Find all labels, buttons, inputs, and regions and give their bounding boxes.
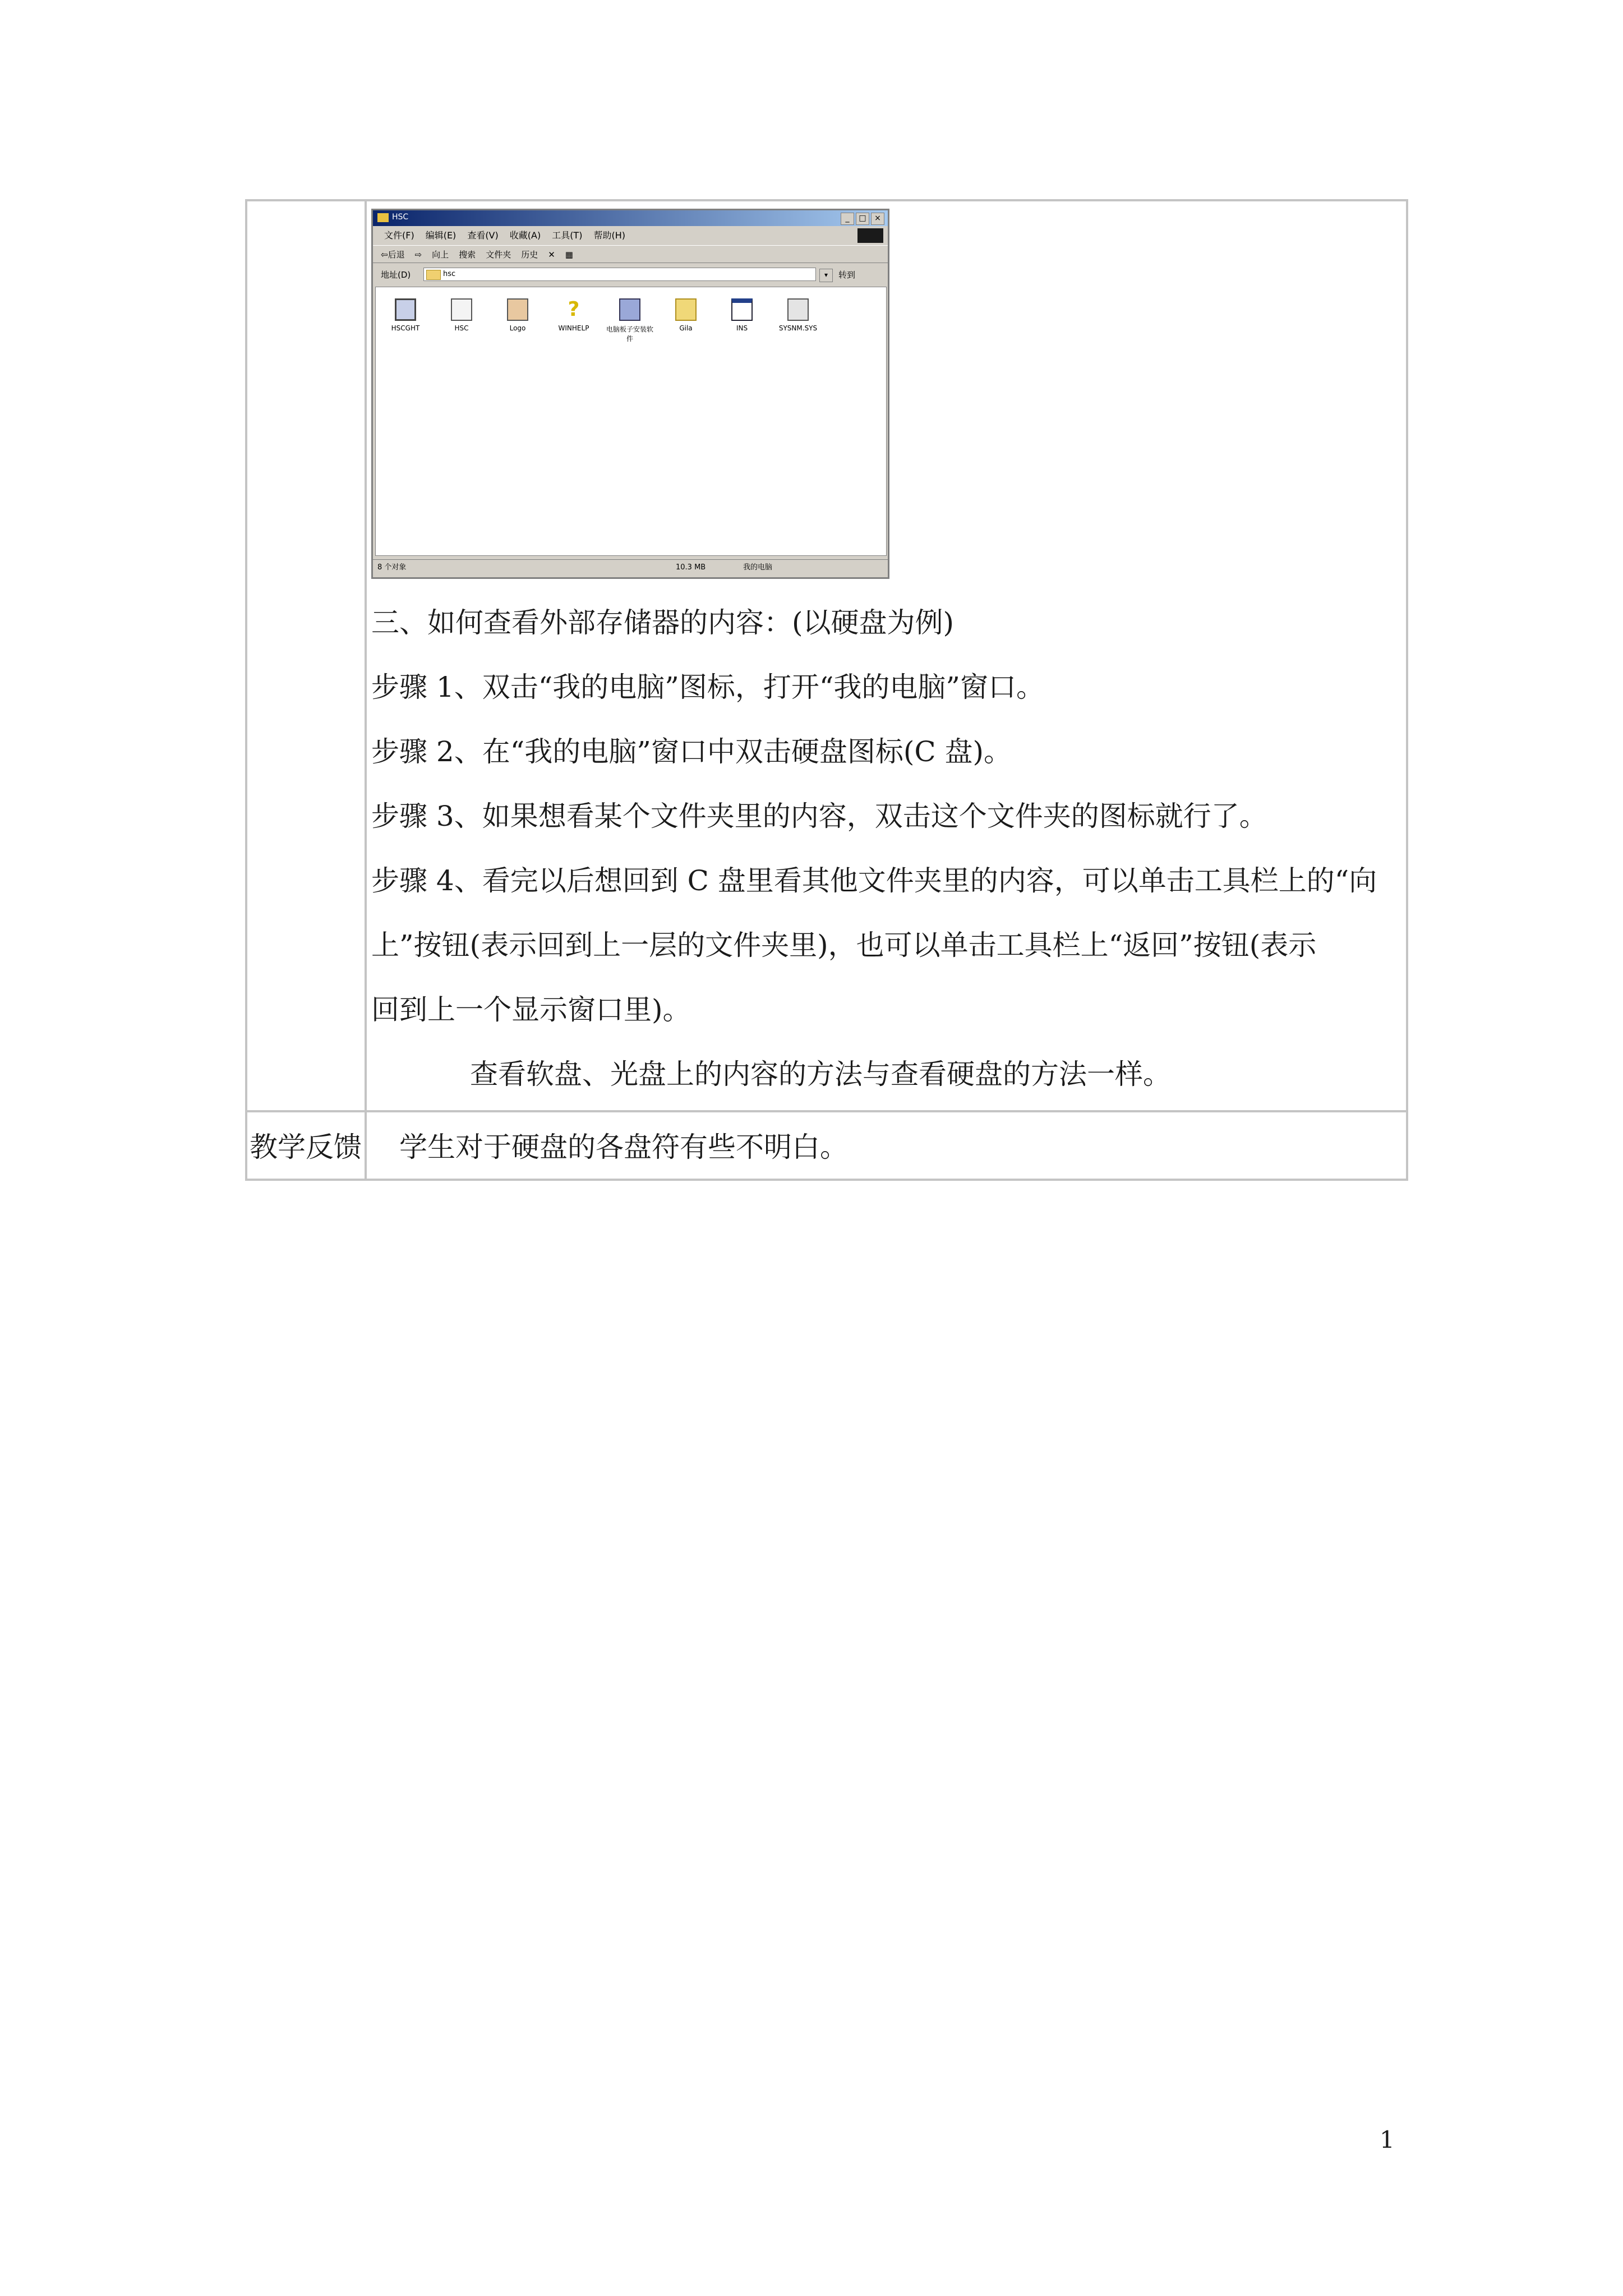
file-name: HSC: [454, 324, 469, 332]
menu-file[interactable]: 文件(F): [384, 230, 414, 241]
file-item[interactable]: [662, 298, 710, 332]
object-count: 8 个对象: [377, 563, 407, 572]
file-item[interactable]: [718, 298, 766, 332]
search-button[interactable]: 搜索: [459, 250, 476, 260]
section-heading: 三、如何查看外部存储器的内容：(以硬盘为例): [371, 606, 955, 639]
menu-edit[interactable]: 编辑(E): [425, 230, 457, 241]
step-3: 步骤 3、如果想看某个文件夹里的内容，双击这个文件夹的图标就行了。: [371, 800, 1267, 832]
image-icon: [507, 298, 528, 321]
step-4-line-1: 步骤 4、看完以后想回到 C 盘里看其他文件夹里的内容，可以单击工具栏上的“向: [371, 864, 1377, 897]
go-button[interactable]: 转到: [838, 270, 856, 280]
address-label: 地址(D): [381, 270, 411, 280]
windows-logo-icon: [857, 228, 883, 243]
file-name: SYSNM.SYS: [778, 324, 818, 332]
system-file-icon: [787, 298, 809, 321]
file-name: WINHELP: [558, 324, 589, 332]
feedback-text: 学生对于硬盘的各盘符有些不明白。: [399, 1131, 848, 1163]
window-icon: [731, 298, 753, 321]
step-4-line-3: 回到上一个显示窗口里)。: [371, 993, 691, 1026]
row-divider: [247, 1110, 1406, 1112]
step-1: 步骤 1、双击“我的电脑”图标，打开“我的电脑”窗口。: [371, 671, 1044, 703]
address-input[interactable]: [423, 268, 816, 281]
forward-button[interactable]: ⇨: [414, 250, 422, 260]
history-button[interactable]: 历史: [521, 250, 538, 260]
file-item[interactable]: [606, 298, 654, 343]
menu-view[interactable]: 查看(V): [467, 230, 499, 241]
document-icon: [451, 298, 472, 321]
address-value: hsc: [443, 270, 456, 278]
folder-icon: [675, 298, 697, 321]
location-label: 我的电脑: [743, 563, 773, 572]
file-name: 电脑板子安装软件: [606, 325, 653, 343]
menu-help[interactable]: 帮助(H): [593, 230, 625, 241]
file-item[interactable]: [550, 298, 598, 332]
maximize-icon[interactable]: □: [856, 213, 869, 225]
note: 查看软盘、光盘上的内容的方法与查看硬盘的方法一样。: [470, 1058, 1171, 1091]
views-button[interactable]: ▦: [565, 250, 573, 260]
explorer-title: HSC: [392, 213, 409, 222]
total-size: 10.3 MB: [676, 563, 706, 572]
up-button[interactable]: 向上: [432, 250, 449, 260]
window-controls: [841, 213, 884, 225]
chevron-down-icon[interactable]: ▾: [819, 269, 833, 282]
file-name: Logo: [509, 324, 526, 332]
file-item[interactable]: [494, 298, 542, 332]
file-name: HSCGHT: [391, 324, 420, 332]
toolbar: [373, 245, 888, 263]
menu-tools[interactable]: 工具(T): [552, 230, 583, 241]
close-icon[interactable]: ×: [871, 213, 884, 225]
status-bar: [373, 559, 888, 576]
menu-favorites[interactable]: 收藏(A): [509, 230, 541, 241]
file-name: INS: [736, 324, 748, 332]
help-icon: ?: [568, 298, 580, 321]
delete-button[interactable]: ✕: [548, 250, 555, 260]
explorer-title-bar: [373, 210, 888, 226]
file-item[interactable]: [381, 298, 430, 332]
back-button[interactable]: ⇦后退: [381, 250, 405, 260]
menu-bar: [373, 227, 888, 244]
feedback-label: 教学反馈: [250, 1131, 362, 1163]
file-item[interactable]: [437, 298, 486, 332]
page-number: 1: [1380, 2126, 1395, 2154]
address-bar: [373, 264, 888, 286]
setup-icon: [619, 298, 640, 321]
file-name: Gila: [679, 324, 693, 332]
explorer-window-screenshot: [371, 209, 889, 579]
column-divider: [365, 201, 367, 1179]
step-2: 步骤 2、在“我的电脑”窗口中双击硬盘图标(C 盘)。: [371, 735, 1012, 768]
folders-button[interactable]: 文件夹: [486, 250, 511, 260]
step-4-line-2: 上”按钮(表示回到上一层的文件夹里)，也可以单击工具栏上“返回”按钮(表示: [371, 929, 1317, 961]
folder-icon: [426, 270, 441, 280]
program-icon: [395, 298, 416, 321]
file-pane: [375, 287, 887, 556]
file-item[interactable]: [774, 298, 822, 332]
folder-icon: [377, 213, 389, 222]
minimize-icon[interactable]: _: [841, 213, 854, 225]
